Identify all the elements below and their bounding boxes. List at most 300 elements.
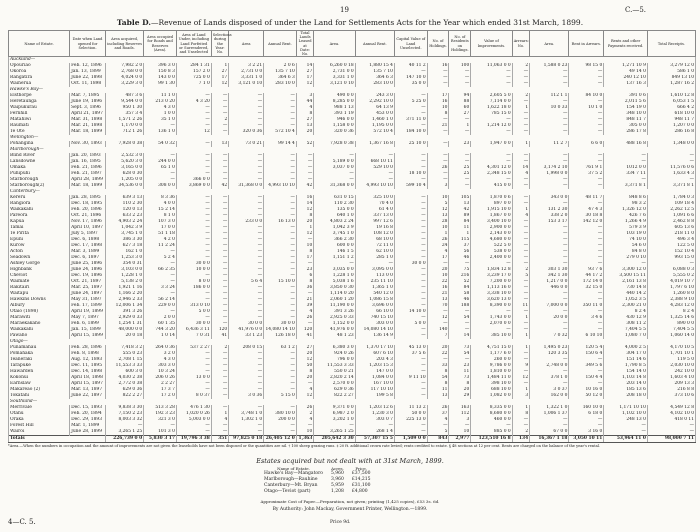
opened-date: Feb. 8, 1898	[70, 351, 106, 357]
table-cell: —	[394, 195, 427, 201]
table-cell: 1,205 0 0	[106, 177, 144, 183]
table-cell: 13	[449, 201, 471, 207]
table-cell: 7	[427, 333, 449, 339]
table-cell: 6,053 1 5	[647, 99, 695, 105]
table-cell: 2,731 0 0	[314, 69, 355, 75]
table-cell: 1,810 0 0	[471, 369, 512, 375]
table-cell: 14	[449, 333, 471, 339]
table-cell: 822 2 27	[314, 393, 355, 399]
table-cell: —	[211, 291, 228, 297]
table-cell: 688 10 0	[471, 387, 512, 393]
table-cell: —	[355, 423, 394, 429]
table-cell: 822 2 27	[106, 393, 144, 399]
table-cell: —	[530, 81, 569, 87]
table-cell: —	[144, 273, 177, 279]
table-cell: 42	[211, 183, 228, 189]
table-cell: 216 8 8	[647, 387, 695, 393]
table-cell: 50 0 0	[394, 411, 427, 417]
table-cell: 3,331 1 0	[314, 75, 355, 81]
column-header: Area of Land Under, including Land Forfeited or Surrendered, and Unselected	[176, 31, 211, 57]
estate-name: Rangatira	[9, 75, 70, 81]
table-cell: 11,576 0 6	[647, 165, 695, 171]
table-cell: —	[449, 81, 471, 87]
table-cell: —	[512, 225, 529, 231]
table-cell: 27	[211, 69, 228, 75]
totals-cell: 134	[512, 436, 529, 443]
table-cell: —	[530, 225, 569, 231]
table-cell: 41,976 0 0	[229, 327, 264, 333]
estate-name: Wairoi	[9, 429, 70, 436]
table-cell: —	[394, 105, 427, 111]
table-cell: 2,262 12 5	[647, 207, 695, 213]
table-cell: 2 2 27	[144, 381, 177, 387]
table-cell: 11 1 0	[144, 93, 177, 99]
estate-name: Matahiwi	[9, 117, 70, 123]
column-header: Area.	[314, 31, 355, 57]
table-cell: 325 10 0	[355, 195, 394, 201]
table-cell: 203 4 3	[355, 357, 394, 363]
table-cell: 283 10 0	[264, 81, 297, 87]
table-cell: —	[569, 177, 604, 183]
table-cell: —	[512, 231, 529, 237]
table-cell: 386 3 30	[106, 237, 144, 243]
table-cell: 391 0 6	[604, 93, 648, 99]
table-cell: 108 12 0	[355, 231, 394, 237]
table-cell: 303 0 0	[355, 321, 394, 327]
table-cell: 1,042 3 9	[106, 225, 144, 231]
table-cell: 56 2 14	[144, 297, 177, 303]
table-cell: 89	[449, 213, 471, 219]
table-cell: —	[229, 315, 264, 321]
table-cell: —	[355, 261, 394, 267]
table-cell: 16	[427, 99, 449, 105]
table-cell: —	[211, 111, 228, 117]
table-cell: 4 3 0	[144, 105, 177, 111]
table-cell: 1	[427, 231, 449, 237]
opened-date: June 22, 1898	[70, 75, 106, 81]
table-cell: —	[394, 429, 427, 436]
table-cell: 2,070 0 0	[471, 321, 512, 327]
table-cell: 1	[211, 63, 228, 69]
table-cell: —	[144, 309, 177, 315]
table-cell: 147 10 0	[394, 75, 427, 81]
table-cell: —	[471, 327, 512, 333]
table-cell: 11,190 0 0	[314, 303, 355, 309]
table-cell: —	[530, 159, 569, 165]
table-cell: —	[229, 153, 264, 159]
opened-date: Oct. 21, 1897	[70, 279, 106, 285]
opened-date: Aug. 12, 1893	[70, 357, 106, 363]
table-cell: —	[569, 417, 604, 423]
district-name: Canterbury—	[9, 189, 696, 195]
table-cell: —	[512, 183, 529, 189]
table-cell: 2,462 8 8	[647, 219, 695, 225]
table-cell: —	[569, 261, 604, 267]
table-cell: 7,404 5 5	[604, 327, 648, 333]
table-cell: 1,834 12 8	[471, 267, 512, 273]
estate-name: Otaio (1898)	[9, 309, 70, 315]
table-cell: 2,348 15 0	[471, 171, 512, 177]
table-cell: —	[394, 303, 427, 309]
table-cell: 32 15 0	[569, 285, 604, 291]
table-cell: 1,217 0 0	[530, 279, 569, 285]
table-cell: —	[211, 297, 228, 303]
table-cell: 21	[427, 123, 449, 129]
table-cell: —	[530, 153, 569, 159]
table-cell: 240 12 10	[604, 75, 648, 81]
table-cell: 17	[211, 75, 228, 81]
opened-date: Mar. 18, 1899	[70, 183, 106, 189]
estate-name: Starborough	[9, 177, 70, 183]
table-cell: 150 4 4	[569, 375, 604, 381]
table-cell: —	[471, 81, 512, 87]
table-cell: —	[530, 237, 569, 243]
table-cell: 1	[512, 315, 529, 321]
table-cell: 11	[449, 369, 471, 375]
table-cell: —	[229, 309, 264, 315]
table-cell: 54	[427, 375, 449, 381]
table-cell: 23	[296, 267, 313, 273]
table-cell: —	[512, 69, 529, 75]
estate-name: Waikakahi	[9, 207, 70, 213]
opened-date: April 18, 1898	[70, 375, 106, 381]
table-cell: 1,207 0 0	[647, 123, 695, 129]
opened-date: Oct. 11, 1898	[70, 81, 106, 87]
table-cell: 264 0 36	[144, 345, 177, 351]
table-cell: 10	[427, 105, 449, 111]
table-cell: —	[449, 75, 471, 81]
totals-cell: 3,050 10 11	[569, 436, 604, 443]
opened-date: Jan. 16, 1895	[70, 159, 106, 165]
table-cell: —	[427, 309, 449, 315]
table-cell: —	[211, 321, 228, 327]
opened-date: Dec. 18, 1895	[70, 201, 106, 207]
table-cell: 666 4 2	[647, 105, 695, 111]
table-cell: 1,166 2 20	[106, 291, 144, 297]
table-cell: —	[144, 291, 177, 297]
column-header: Name of Estate.	[9, 31, 70, 57]
table-cell: —	[512, 423, 529, 429]
table-cell: 10 16 0	[569, 387, 604, 393]
table-cell: 6,987 2 0	[314, 411, 355, 417]
table-cell: 10	[449, 429, 471, 436]
table-cell: —	[604, 177, 648, 183]
table-cell: —	[314, 177, 355, 183]
table-cell: —	[229, 243, 264, 249]
table-title: Table D.—Revenue of Lands disposed of under the Land for Settlements Acts for the Year which ended 31st March, 1899.	[116, 18, 584, 27]
table-cell: —	[176, 219, 211, 225]
table-cell: —	[569, 81, 604, 87]
table-cell: 3 0 36	[229, 393, 264, 399]
opened-date: Feb. 20, 1896	[70, 207, 106, 213]
totals-cell: 26,405 12 0	[264, 436, 297, 443]
district-name: Hawke's Bay—	[9, 87, 696, 93]
opened-date: April 28, 1899	[70, 177, 106, 183]
table-cell: 4	[512, 213, 529, 219]
table-cell: 599 10 4	[394, 183, 427, 189]
table-cell: —	[394, 363, 427, 369]
table-cell: 142 12 0	[569, 219, 604, 225]
table-cell: —	[471, 309, 512, 315]
table-cell: 45 13 0	[394, 345, 427, 351]
table-cell: 233 0 0	[229, 219, 264, 225]
table-cell: —	[144, 261, 177, 267]
table-cell: —	[211, 93, 228, 99]
table-cell: —	[296, 159, 313, 165]
table-cell: 14 10 0	[394, 309, 427, 315]
estate-name: Epuni	[9, 237, 70, 243]
table-cell: 3,121 0 10	[229, 81, 264, 87]
table-cell: 4 2 0	[144, 237, 177, 243]
estate-name: Opouriao	[9, 63, 70, 69]
estate-name: Pohangina	[9, 141, 70, 147]
table-cell: 13	[427, 213, 449, 219]
table-cell: 572 10 4	[355, 129, 394, 135]
table-cell: —	[229, 201, 264, 207]
table-cell: 150 8 3	[144, 69, 177, 75]
table-cell: —	[211, 171, 228, 177]
table-cell: 2,011 5 6	[604, 99, 648, 105]
table-cell: 100	[449, 63, 471, 69]
table-cell: —	[176, 165, 211, 171]
table-cell: 1	[449, 231, 471, 237]
table-cell: 2,400 0 0	[471, 255, 512, 261]
table-cell: —	[296, 291, 313, 297]
table-cell: 107 3 0	[144, 219, 177, 225]
table-cell: 8	[296, 213, 313, 219]
table-cell: —	[394, 69, 427, 75]
table-cell: —	[647, 159, 695, 165]
table-cell: 209 13 3	[647, 381, 695, 387]
table-cell: 84 10 0	[569, 93, 604, 99]
table-cell: —	[229, 159, 264, 165]
table-header	[9, 31, 696, 57]
table-cell: 93 7 6	[569, 267, 604, 273]
table-cell: —	[427, 81, 449, 87]
table-cell: 1,603 4 10	[647, 375, 695, 381]
estate-name: Tarapuke	[9, 363, 70, 369]
opened-date: Feb. 21, 1897	[70, 171, 106, 177]
estate-name: Otago—Teviot (part)	[264, 489, 311, 494]
table-cell: —	[229, 213, 264, 219]
estate-name: Cheviot	[9, 273, 70, 279]
opened-date: Sept. 3, 1896	[70, 105, 106, 111]
table-cell: —	[264, 117, 297, 123]
totals-row	[9, 436, 696, 443]
table-cell: 9 11 10	[394, 375, 427, 381]
table-cell: 2,388 9 10	[647, 297, 695, 303]
table-cell: —	[471, 69, 512, 75]
table-cell: 13	[211, 141, 228, 147]
opened-date: Feb. 6, 1899	[70, 321, 106, 327]
table-cell: 110 2 30	[314, 201, 355, 207]
table-cell: 17 3 7	[144, 387, 177, 393]
table-cell: —	[211, 309, 228, 315]
table-cell: 8	[512, 411, 529, 417]
table-cell: 3 4 6	[569, 315, 604, 321]
table-cell: 639 3 13	[106, 195, 144, 201]
table-cell: 440 14 2	[604, 291, 648, 297]
totals-cell: 19,796 3 38	[176, 436, 211, 443]
table-cell: 163	[449, 405, 471, 411]
table-cell: 94	[449, 93, 471, 99]
estate-name: Te Pirita	[9, 231, 70, 237]
table-cell: 3,371 8 1	[604, 183, 648, 189]
table-cell: —	[512, 81, 529, 87]
table-cell: 5	[512, 273, 529, 279]
table-cell: 199 5 8	[355, 393, 394, 399]
table-cell: 2	[296, 411, 313, 417]
table-cell: 633 2 23	[106, 213, 144, 219]
estate-name: Okoroa	[9, 69, 70, 75]
table-cell: 8	[296, 279, 313, 285]
table-cell: 430 12 9	[604, 315, 648, 321]
table-cell: —	[394, 423, 427, 429]
printer-authority: By Authority: John Mackay, Government Printer, Wellington.—1899.	[272, 507, 428, 512]
table-cell: 744 3 20	[144, 327, 177, 333]
table-cell: 154 14 0	[604, 369, 648, 375]
totals-cell: 226,739 0 0	[106, 436, 144, 443]
table-cell: 366 2 30	[314, 237, 355, 243]
opened-date: June 28, 1899	[70, 429, 106, 436]
table-cell: —	[512, 177, 529, 183]
table-cell: 18 10 0	[394, 171, 427, 177]
table-cell: 8,390 0 0	[471, 303, 512, 309]
table-cell: 13	[427, 297, 449, 303]
table-cell: —	[530, 177, 569, 183]
column-header: Rents and other Payments received.	[604, 31, 648, 57]
table-cell: 380 10 0	[264, 411, 297, 417]
table-cell: 3,174 2 10	[530, 165, 569, 171]
opened-date: Dec. 15, 1893	[70, 405, 106, 411]
table-cell: 135 0 0	[314, 207, 355, 213]
table-cell: 550 0 21	[314, 369, 355, 375]
table-cell: 586 1 0	[647, 69, 695, 75]
table-cell: —	[176, 429, 211, 436]
table-cell: 371 11 0	[394, 117, 427, 123]
table-cell: —	[264, 159, 297, 165]
table-cell: —	[427, 321, 449, 327]
table-cell: —	[569, 99, 604, 105]
table-cell: —	[176, 195, 211, 201]
table-cell: —	[427, 171, 449, 177]
table-cell: 120 5 4	[569, 345, 604, 351]
table-cell: 10	[427, 195, 449, 201]
table-cell: —	[530, 183, 569, 189]
table-cell: 579 3 9	[604, 225, 648, 231]
table-cell: —	[314, 423, 355, 429]
estate-acres: 5,960	[331, 471, 344, 476]
table-cell: 1,228 1 0	[106, 273, 144, 279]
table-cell: 3 16 0	[569, 429, 604, 436]
estate-name: Maraekakaho	[9, 321, 70, 327]
table-cell: 12	[296, 81, 313, 87]
table-cell: 152 10 4	[647, 249, 695, 255]
table-cell: 153 3 17	[530, 219, 569, 225]
table-cell: 607 6 10	[355, 351, 394, 357]
table-cell: —	[211, 285, 228, 291]
table-cell: 20	[427, 267, 449, 273]
table-cell: 349 5 6	[569, 363, 604, 369]
table-cell: 5,003 0 0	[176, 417, 211, 423]
table-cell: 30 0 0	[229, 321, 264, 327]
table-cell: —	[355, 171, 394, 177]
table-cell: —	[314, 261, 355, 267]
table-cell: —	[512, 327, 529, 333]
table-cell: 1,784 0 3	[647, 195, 695, 201]
table-cell: —	[569, 327, 604, 333]
estate-name: Waiherua	[9, 81, 70, 87]
table-cell: 3,103 0 0	[106, 267, 144, 273]
table-cell: 33 1 23	[229, 333, 264, 339]
table-cell: 6 6 0	[569, 141, 604, 147]
opened-date: Jan. 20, 1893	[70, 153, 106, 159]
table-cell: 1,103 14 8	[604, 375, 648, 381]
table-cell: 446 0 0	[530, 285, 569, 291]
table-cell: 35 0 0	[394, 81, 427, 87]
totals-cell: 205,642 3 30	[314, 436, 355, 443]
table-cell: 17 2 0	[144, 393, 177, 399]
table-cell: 4 3 20	[176, 99, 211, 105]
table-cell: —	[512, 309, 529, 315]
table-cell: 52	[296, 141, 313, 147]
table-cell: —	[176, 273, 211, 279]
table-cell: 8	[449, 381, 471, 387]
table-cell: 6,088 0 3	[647, 267, 695, 273]
table-cell: 460 0 0	[471, 417, 512, 423]
table-cell: 2,143 0 0	[471, 231, 512, 237]
table-cell: —	[296, 177, 313, 183]
table-cell: 1,880 15 4	[355, 63, 394, 69]
table-cell: —	[229, 405, 264, 411]
table-cell: 101 3 0	[144, 429, 177, 436]
table-cell: 357 3 4	[106, 111, 144, 117]
table-cell: 136 14 9	[355, 333, 394, 339]
table-cell: 50	[296, 363, 313, 369]
estate-name: Puhipuhi	[9, 171, 70, 177]
table-cell: —	[264, 153, 297, 159]
table-cell: —	[394, 315, 427, 321]
table-cell: 17	[296, 75, 313, 81]
table-cell: —	[569, 243, 604, 249]
totals-cell: 1,509 0 0	[394, 436, 427, 443]
table-cell: 948 11 7	[647, 117, 695, 123]
table-cell: 1,797 6 10	[647, 285, 695, 291]
table-cell: —	[604, 153, 648, 159]
table-cell: 46	[449, 255, 471, 261]
table-cell: 1,633 4 3	[647, 171, 695, 177]
table-cell: —	[569, 297, 604, 303]
table-cell: 1,921 1 16	[106, 285, 144, 291]
table-cell: 37 5 2	[569, 171, 604, 177]
table-cell: —	[296, 423, 313, 429]
table-cell: 25	[449, 171, 471, 177]
table-cell: —	[211, 363, 228, 369]
table-cell: 7,150 2 23	[106, 411, 144, 417]
table-cell: —	[264, 285, 297, 291]
table-cell: 6 10 10	[569, 333, 604, 339]
table-cell: 924 0 26	[314, 351, 355, 357]
table-cell: 208 0 15	[229, 345, 264, 351]
table-cell: —	[604, 261, 648, 267]
table-cell: 627 3 18	[106, 243, 144, 249]
table-cell: 115	[449, 237, 471, 243]
table-cell: 385 10 0	[471, 333, 512, 339]
table-cell: —	[449, 153, 471, 159]
table-cell: —	[471, 177, 512, 183]
table-cell: —	[211, 369, 228, 375]
table-cell: —	[229, 255, 264, 261]
